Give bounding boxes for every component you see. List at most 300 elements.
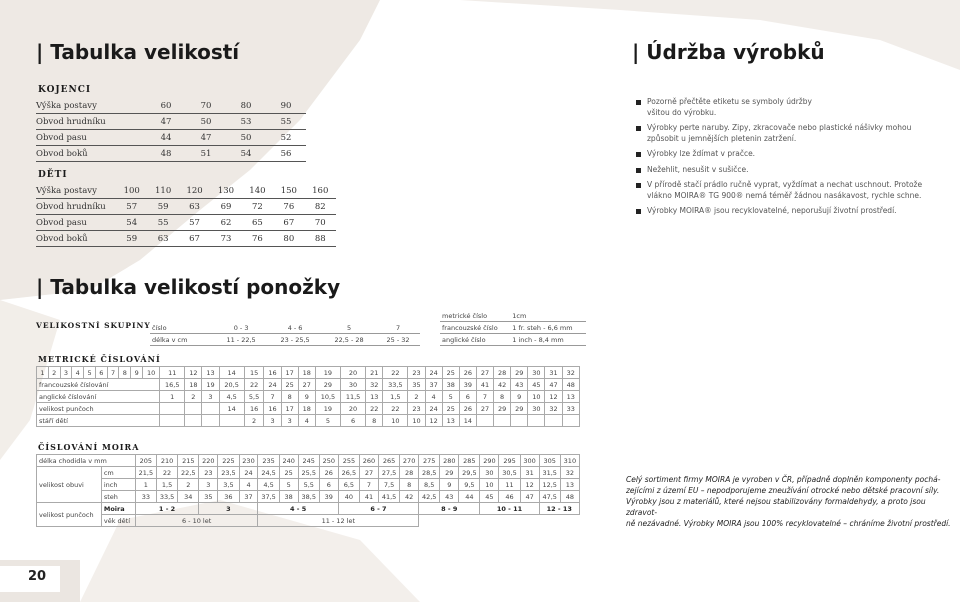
metric-number: 21 (366, 367, 383, 379)
metric-value: 5 (315, 415, 340, 427)
metric-value: 5,5 (244, 391, 264, 403)
obuv-value: 12 (520, 479, 539, 491)
table-row (37, 391, 580, 403)
metric-value (528, 415, 545, 427)
size-value: 80 (226, 98, 266, 114)
obuv-value: 3 (199, 479, 218, 491)
metric-value: 16 (244, 403, 264, 415)
metric-value (185, 415, 202, 427)
size-value: 62 (210, 215, 241, 231)
unit-label: steh (101, 491, 135, 503)
metric-value: 2 (408, 391, 425, 403)
care-text: Výrobky MOIRA® jsou recyklovatelné, neporušují životní prostředí. (647, 206, 897, 215)
size-value: 70 (186, 98, 226, 114)
metric-value: 9 (298, 391, 315, 403)
metric-number: 10 (143, 367, 160, 379)
row-label: délka chodidla v mm (37, 455, 136, 467)
delka-value: 270 (400, 455, 419, 467)
kojenci-table (36, 98, 306, 162)
row-label: velikost punčoch (37, 503, 102, 527)
metric-value (511, 415, 528, 427)
row-label: Obvod hrudníku (36, 114, 146, 130)
delka-value: 280 (440, 455, 459, 467)
metric-number: 12 (185, 367, 202, 379)
metric-value: 22 (244, 379, 264, 391)
size-value: 55 (266, 114, 306, 130)
origin-note: Celý sortiment firmy MOIRA je vyroben v ČR, případně doplněn komponenty pochá- zejícími z území EU – nepodporujeme zneužívání otrocké nebo dětské pracovní síly. Výrobky jsou z materiálů, které nejsou stabilizovány formaldehydy, a proto jsou zdravot- ně nezávadné. Výrobky MOIRA jsou 100% recyklovatelné – chráníme životní prostředí. (626, 475, 951, 528)
obuv-value: 28,5 (419, 467, 440, 479)
table-row (37, 415, 580, 427)
metric-value: 45 (528, 379, 545, 391)
size-value: 56 (266, 146, 306, 162)
metric-value: 7 (264, 391, 281, 403)
delka-value: 265 (378, 455, 399, 467)
size-value: 67 (179, 231, 210, 247)
delka-value: 230 (239, 455, 258, 467)
care-item (636, 165, 956, 176)
obuv-value: 13 (560, 479, 579, 491)
metric-value: 4 (425, 391, 442, 403)
table-row (440, 334, 586, 346)
size-value: 53 (226, 114, 266, 130)
obuv-value: 24 (239, 467, 258, 479)
metric-number: 23 (408, 367, 425, 379)
metric-value: 14 (459, 415, 476, 427)
metric-value: 9 (511, 391, 528, 403)
bullet-icon (636, 152, 641, 157)
table-row (37, 379, 580, 391)
metric-number: 4 (72, 367, 84, 379)
metric-value (545, 415, 562, 427)
size-value: 44 (146, 130, 186, 146)
row-label: Obvod hrudníku (36, 199, 116, 215)
metric-value: 14 (219, 403, 244, 415)
moira-size: 4 - 5 (258, 503, 338, 515)
metric-value: 12 (425, 415, 442, 427)
table-row (36, 183, 336, 199)
metric-value: 13 (562, 391, 579, 403)
obuv-value: 5 (279, 479, 298, 491)
metric-number: 11 (160, 367, 185, 379)
metric-value (202, 403, 219, 415)
bullet-icon (636, 168, 641, 173)
delka-value: 235 (258, 455, 279, 467)
size-value: 76 (273, 199, 304, 215)
metric-value: 35 (408, 379, 425, 391)
metric-value: 24 (425, 403, 442, 415)
metric-value: 38 (442, 379, 459, 391)
obuv-value: 21,5 (135, 467, 156, 479)
obuv-value: 25,5 (298, 467, 319, 479)
metric-value: 11,5 (341, 391, 366, 403)
obuv-row (37, 491, 580, 503)
metric-value: 3 (281, 415, 298, 427)
size-value: 72 (242, 199, 273, 215)
size-value: 60 (146, 98, 186, 114)
metric-value: 33,5 (383, 379, 408, 391)
bullet-icon (636, 126, 641, 131)
moira-size-row (37, 503, 580, 515)
size-value: 150 (273, 183, 304, 199)
metric-value: 8 (366, 415, 383, 427)
size-value: 110 (147, 183, 178, 199)
metric-value: 1,5 (383, 391, 408, 403)
obuv-row (37, 467, 580, 479)
metric-value: 29 (315, 379, 340, 391)
size-value: 55 (147, 215, 178, 231)
metric-value: 32 (545, 403, 562, 415)
metric-value: 1 (160, 391, 185, 403)
obuv-value: 25 (279, 467, 298, 479)
metric-value: 19 (315, 403, 340, 415)
size-value: 140 (242, 183, 273, 199)
size-value: 80 (273, 231, 304, 247)
metric-value: 8 (281, 391, 298, 403)
group-value: 7 (376, 322, 420, 334)
metric-table (36, 366, 580, 427)
moira-size: 6 - 7 (338, 503, 418, 515)
care-text: Výrobky perte naruby. Zipy, zkracovače nebo plastické nášivky mohou způsobit u jemnějších pletenin zatržení. (647, 123, 912, 143)
obuv-value: 23,5 (218, 467, 239, 479)
table-row (37, 403, 580, 415)
bullet-icon (636, 183, 641, 188)
size-value: 48 (146, 146, 186, 162)
delka-value: 210 (156, 455, 177, 467)
row-label: anglické číslování (37, 391, 160, 403)
obuv-value: 7,5 (378, 479, 399, 491)
delka-value: 225 (218, 455, 239, 467)
delka-value: 245 (298, 455, 319, 467)
moira-heading: ČÍSLOVÁNÍ MOIRA (38, 442, 140, 452)
moira-size: 3 (199, 503, 258, 515)
size-value: 47 (146, 114, 186, 130)
size-value: 82 (305, 199, 336, 215)
metric-number: 32 (562, 367, 579, 379)
care-text: V přírodě stačí prádlo ručně vyprat, vyždímat a nechat uschnout. Protože vlákno MOIRA® TG 900® nemá téměř žádnou nasákavost, rychle schne. (647, 180, 923, 200)
size-value: 57 (179, 215, 210, 231)
size-value: 54 (116, 215, 147, 231)
obuv-value: 36 (218, 491, 239, 503)
conversion-value: 1 fr. steh - 6,6 mm (510, 322, 586, 334)
obuv-value: 11 (499, 479, 520, 491)
obuv-value: 34 (178, 491, 199, 503)
bullet-icon (636, 209, 641, 214)
obuv-value: 3,5 (218, 479, 239, 491)
metric-number: 14 (219, 367, 244, 379)
group-value: 0 - 3 (214, 322, 268, 334)
size-groups-heading: VELIKOSTNÍ SKUPINY (36, 321, 151, 330)
care-item (636, 97, 956, 118)
obuv-value: 46 (499, 491, 520, 503)
obuv-value: 40 (338, 491, 359, 503)
metric-value: 22 (366, 403, 383, 415)
delka-value: 215 (178, 455, 199, 467)
obuv-value: 47 (520, 491, 539, 503)
metric-value: 27 (476, 403, 493, 415)
metric-value: 24 (264, 379, 281, 391)
table-row (36, 114, 306, 130)
size-value: 51 (186, 146, 226, 162)
obuv-value: 29,5 (459, 467, 480, 479)
delka-value: 305 (539, 455, 560, 467)
metric-value: 10 (383, 415, 408, 427)
size-value: 59 (147, 199, 178, 215)
metric-value (562, 415, 579, 427)
metric-number: 5 (84, 367, 96, 379)
moira-table (36, 454, 580, 527)
table-row (150, 322, 420, 334)
obuv-value: 35 (199, 491, 218, 503)
size-value: 54 (226, 146, 266, 162)
table-row (36, 215, 336, 231)
metric-number: 18 (298, 367, 315, 379)
number-row (37, 367, 580, 379)
metric-value: 30 (528, 403, 545, 415)
obuv-value: 43 (440, 491, 459, 503)
metric-number: 7 (107, 367, 119, 379)
table-row (36, 146, 306, 162)
metric-value: 18 (298, 403, 315, 415)
table-row (36, 199, 336, 215)
vek-value: 6 - 10 let (135, 515, 258, 527)
metric-number: 6 (95, 367, 107, 379)
care-title: | Údržba výrobků (632, 40, 825, 64)
metric-number: 16 (264, 367, 281, 379)
obuv-value: 29 (440, 467, 459, 479)
size-value: 63 (179, 199, 210, 215)
obuv-value: 8 (400, 479, 419, 491)
metric-value: 43 (511, 379, 528, 391)
obuv-value: 41,5 (378, 491, 399, 503)
group-value: 23 - 25,5 (268, 334, 322, 346)
delka-value: 300 (520, 455, 539, 467)
metric-number: 3 (60, 367, 72, 379)
obuv-value: 42 (400, 491, 419, 503)
metric-number: 29 (511, 367, 528, 379)
metric-value: 41 (476, 379, 493, 391)
metric-value: 6 (459, 391, 476, 403)
row-label: Výška postavy (36, 98, 146, 114)
obuv-row (37, 479, 580, 491)
group-value: 5 (322, 322, 376, 334)
metric-value: 7 (476, 391, 493, 403)
metric-number: 20 (341, 367, 366, 379)
vek-value: 11 - 12 let (258, 515, 419, 527)
obuv-value: 22,5 (178, 467, 199, 479)
obuv-value: 12,5 (539, 479, 560, 491)
care-item (636, 123, 956, 144)
delka-value: 310 (560, 455, 579, 467)
delka-value: 240 (279, 455, 298, 467)
metric-value: 4 (298, 415, 315, 427)
deti-heading: DĚTI (38, 170, 68, 180)
metric-number: 1 (37, 367, 49, 379)
obuv-value: 44 (459, 491, 480, 503)
table-row (440, 322, 586, 334)
unit-label: cm (101, 467, 135, 479)
delka-value: 275 (419, 455, 440, 467)
obuv-value: 9,5 (459, 479, 480, 491)
obuv-value: 38,5 (298, 491, 319, 503)
metric-value: 13 (366, 391, 383, 403)
metric-value: 29 (511, 403, 528, 415)
metric-number: 22 (383, 367, 408, 379)
size-value: 73 (210, 231, 241, 247)
obuv-value: 27 (360, 467, 379, 479)
row-label: Obvod pasu (36, 130, 146, 146)
metric-value: 17 (281, 403, 298, 415)
obuv-value: 48 (560, 491, 579, 503)
size-groups-table (150, 322, 420, 346)
delka-value: 290 (480, 455, 499, 467)
delka-value: 285 (459, 455, 480, 467)
conversion-table (440, 310, 586, 346)
moira-size: 12 - 13 (539, 503, 579, 515)
metric-value: 13 (442, 415, 459, 427)
metric-value: 12 (545, 391, 562, 403)
row-label: číslo (150, 322, 214, 334)
obuv-value: 26,5 (338, 467, 359, 479)
obuv-value: 30 (480, 467, 499, 479)
metric-value: 2 (185, 391, 202, 403)
metric-value: 6 (341, 415, 366, 427)
size-value: 47 (186, 130, 226, 146)
group-value: 25 - 32 (376, 334, 420, 346)
obuv-value: 6 (319, 479, 338, 491)
conversion-value: 1cm (510, 310, 586, 322)
obuv-value: 5,5 (298, 479, 319, 491)
unit-label: věk dětí (101, 515, 135, 527)
size-value: 59 (116, 231, 147, 247)
size-value: 76 (242, 231, 273, 247)
obuv-value: 33 (135, 491, 156, 503)
size-value: 100 (116, 183, 147, 199)
metric-number: 13 (202, 367, 219, 379)
metric-value: 42 (494, 379, 511, 391)
obuv-value: 42,5 (419, 491, 440, 503)
row-label: metrické číslo (440, 310, 510, 322)
metric-value: 23 (408, 403, 425, 415)
row-label: délka v cm (150, 334, 214, 346)
metric-value: 20 (341, 403, 366, 415)
obuv-value: 8,5 (419, 479, 440, 491)
care-text: Pozorně přečtěte etiketu se symboly údržby všitou do výrobku. (647, 97, 812, 117)
metric-value: 2 (244, 415, 264, 427)
row-label: francouzské číslo (440, 322, 510, 334)
obuv-value: 41 (360, 491, 379, 503)
group-value: 11 - 22,5 (214, 334, 268, 346)
metric-value: 29 (494, 403, 511, 415)
row-label: velikost obuvi (37, 467, 102, 503)
metric-value (160, 415, 185, 427)
metric-value (185, 403, 202, 415)
obuv-value: 45 (480, 491, 499, 503)
delka-value: 250 (319, 455, 338, 467)
obuv-value: 37 (239, 491, 258, 503)
obuv-value: 6,5 (338, 479, 359, 491)
metric-number: 24 (425, 367, 442, 379)
size-value: 67 (273, 215, 304, 231)
obuv-value: 31,5 (539, 467, 560, 479)
metric-value: 10 (528, 391, 545, 403)
obuv-value: 7 (360, 479, 379, 491)
delka-value: 255 (338, 455, 359, 467)
obuv-value: 47,5 (539, 491, 560, 503)
obuv-value: 28 (400, 467, 419, 479)
size-value: 69 (210, 199, 241, 215)
group-value: 22,5 - 28 (322, 334, 376, 346)
metric-value: 22 (383, 403, 408, 415)
metric-number: 31 (545, 367, 562, 379)
row-label: stáří dětí (37, 415, 160, 427)
page-number: 20 (28, 569, 47, 584)
metric-value (476, 415, 493, 427)
moira-size: 10 - 11 (480, 503, 539, 515)
metric-value: 25 (442, 403, 459, 415)
care-text: Výrobky lze ždímat v pračce. (647, 149, 756, 158)
unit-label: inch (101, 479, 135, 491)
size-value: 65 (242, 215, 273, 231)
socks-title: | Tabulka velikostí ponožky (36, 275, 341, 299)
metric-value: 10,5 (315, 391, 340, 403)
delka-row (37, 455, 580, 467)
deti-table (36, 183, 336, 247)
kojenci-heading: KOJENCI (38, 85, 92, 95)
metric-value: 32 (366, 379, 383, 391)
vek-row (37, 515, 580, 527)
metric-value: 37 (425, 379, 442, 391)
moira-size: 8 - 9 (419, 503, 480, 515)
metric-value: 30 (341, 379, 366, 391)
size-value: 88 (305, 231, 336, 247)
metric-number: 8 (119, 367, 131, 379)
row-label: Obvod pasu (36, 215, 116, 231)
size-value: 63 (147, 231, 178, 247)
metric-value: 8 (494, 391, 511, 403)
size-table-title: | Tabulka velikostí (36, 40, 240, 64)
metric-number: 28 (494, 367, 511, 379)
table-row (36, 98, 306, 114)
obuv-value: 9 (440, 479, 459, 491)
metric-value: 27 (298, 379, 315, 391)
metric-number: 25 (442, 367, 459, 379)
metric-value: 5 (442, 391, 459, 403)
care-item (636, 149, 956, 160)
metric-value: 20,5 (219, 379, 244, 391)
table-row (36, 130, 306, 146)
delka-value: 205 (135, 455, 156, 467)
group-value: 4 - 6 (268, 322, 322, 334)
metric-value: 16,5 (160, 379, 185, 391)
metric-value: 4,5 (219, 391, 244, 403)
metric-value (219, 415, 244, 427)
metric-number: 26 (459, 367, 476, 379)
metric-value: 19 (202, 379, 219, 391)
row-label: anglické číslo (440, 334, 510, 346)
metric-number: 2 (48, 367, 60, 379)
obuv-value: 27,5 (378, 467, 399, 479)
row-label: Výška postavy (36, 183, 116, 199)
size-value: 130 (210, 183, 241, 199)
obuv-value: 31 (520, 467, 539, 479)
size-value: 70 (305, 215, 336, 231)
delka-value: 220 (199, 455, 218, 467)
metric-value: 10 (408, 415, 425, 427)
table-row (36, 231, 336, 247)
obuv-value: 24,5 (258, 467, 279, 479)
row-label: Obvod boků (36, 146, 146, 162)
metric-value: 26 (459, 403, 476, 415)
